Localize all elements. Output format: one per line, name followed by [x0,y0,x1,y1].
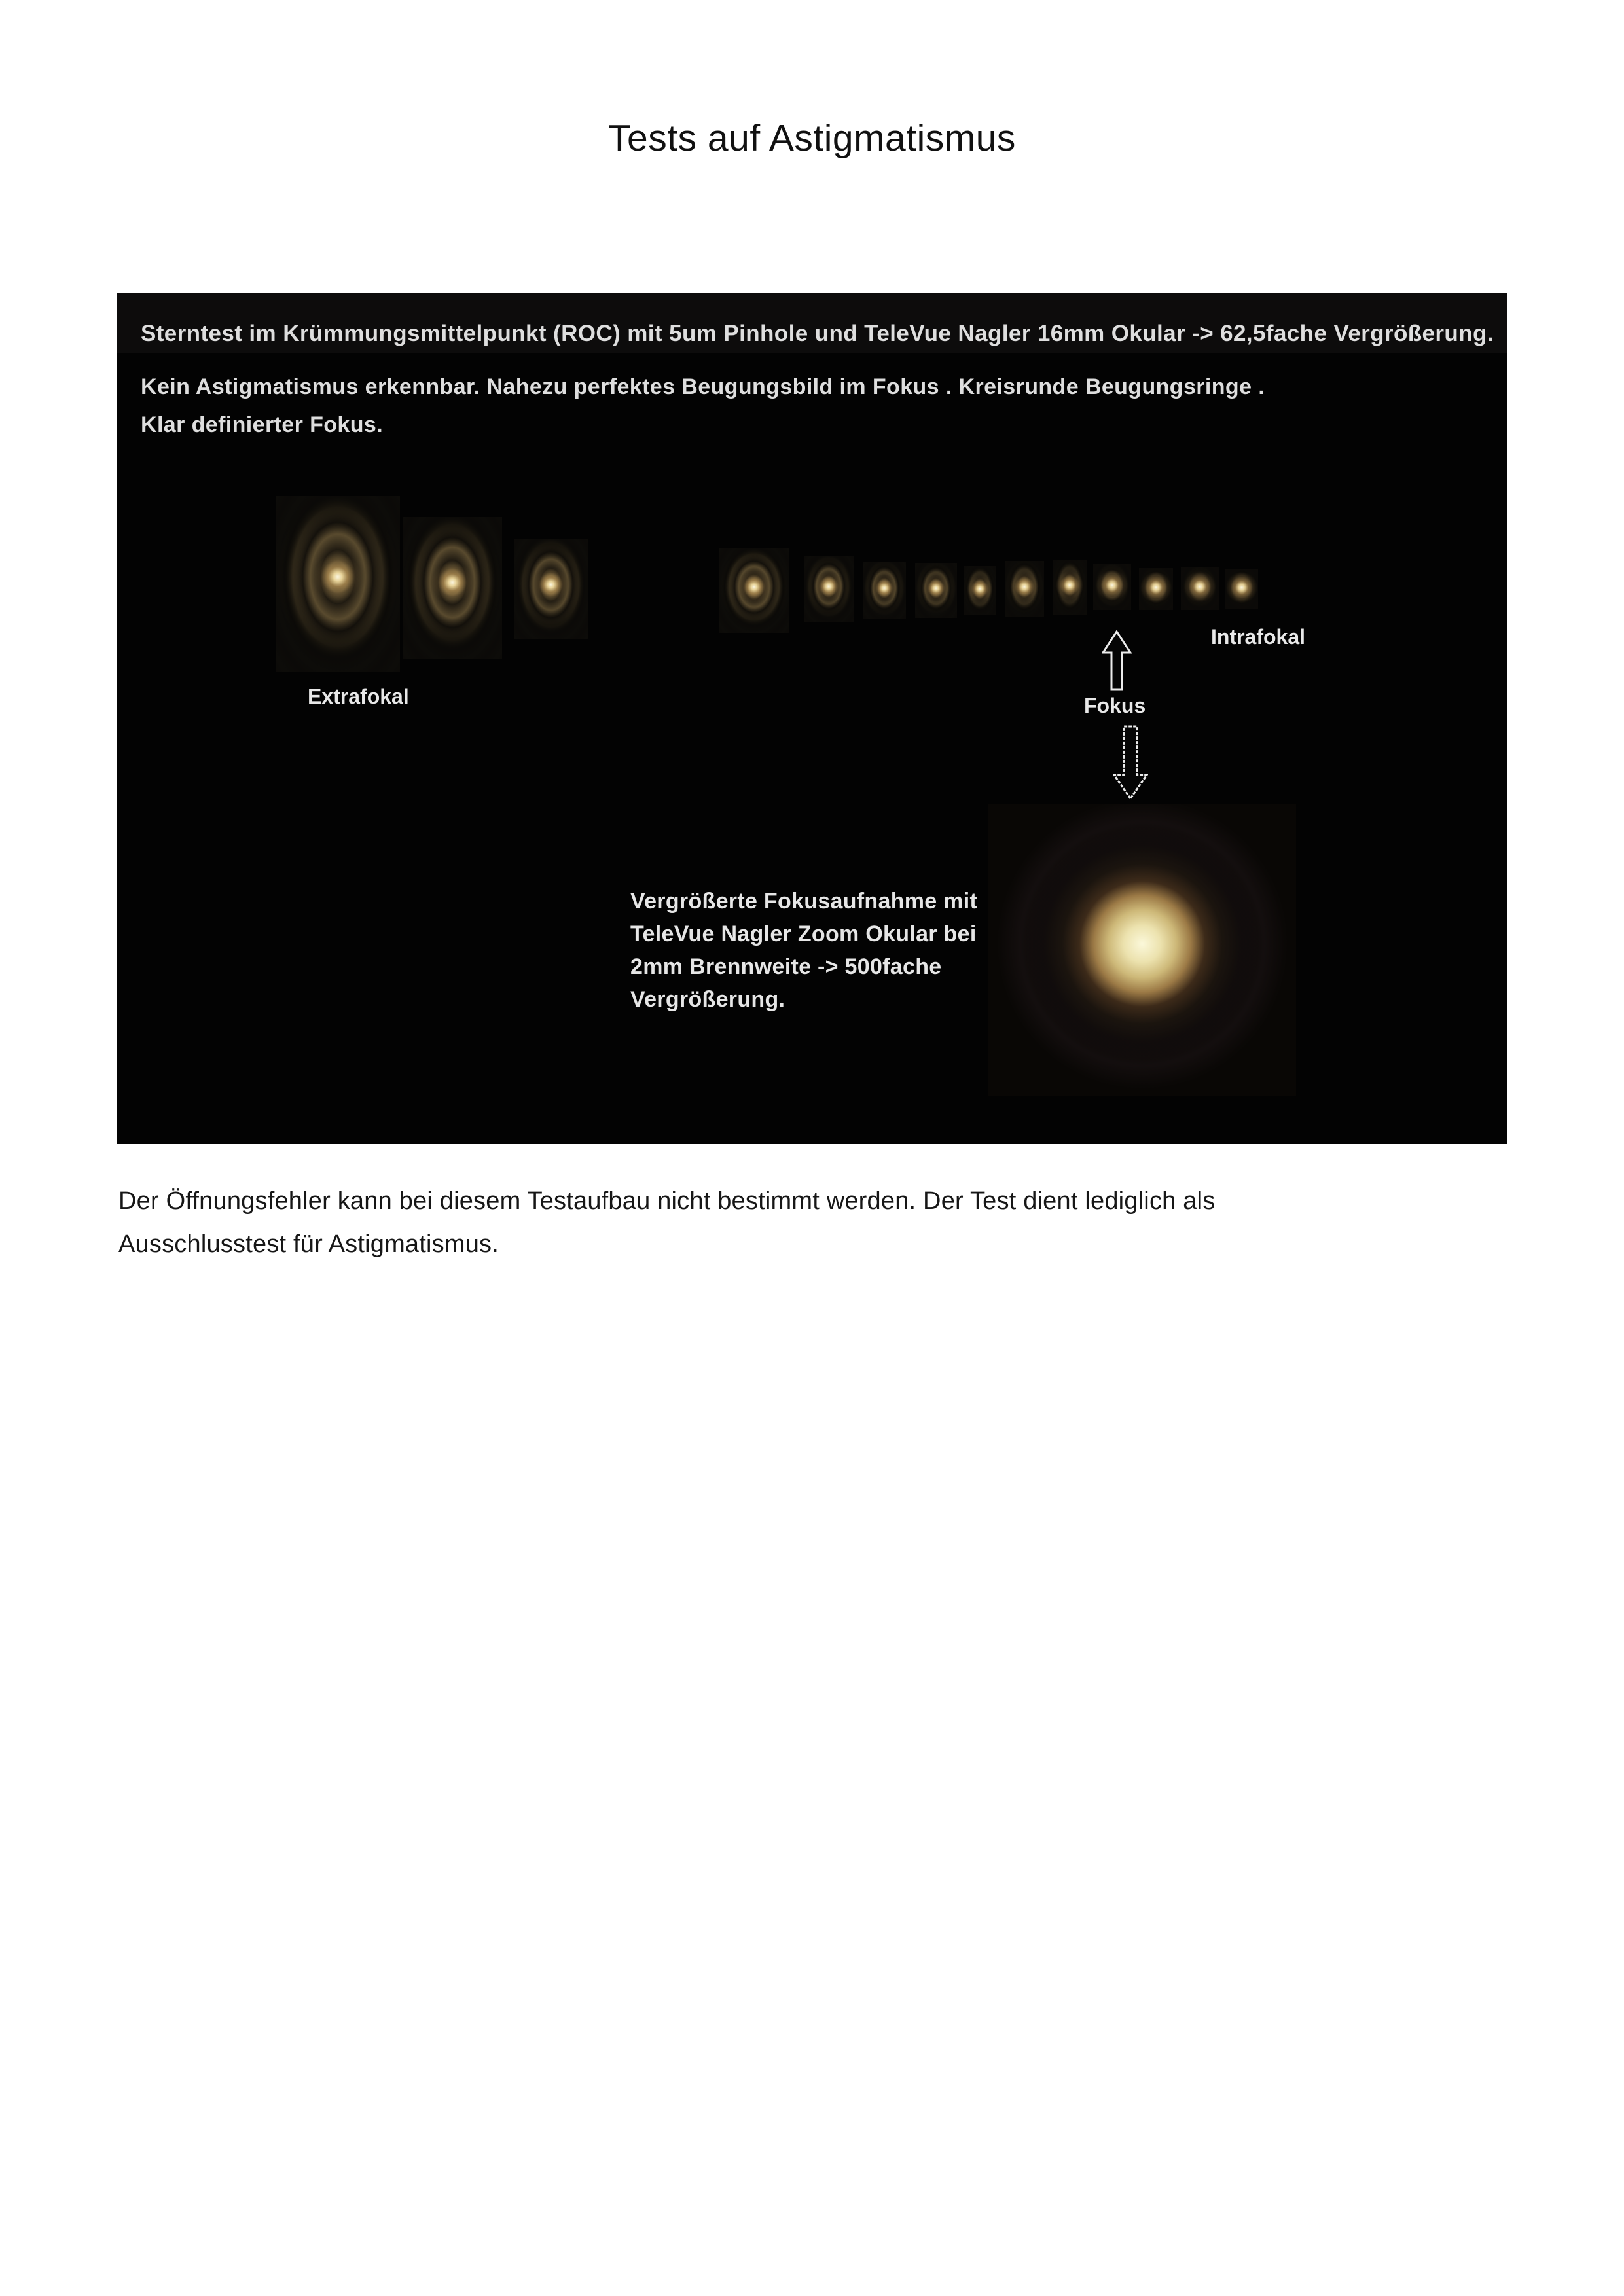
star-test-figure [117,293,1507,1144]
down-arrow-icon [1113,725,1148,800]
diffraction-pattern [863,562,906,619]
focus-caption [630,885,1049,1016]
figure-heading-line-1: Sterntest im Krümmungsmittelpunkt (ROC) mit 5um Pinhole und TeleVue Nagler 16mm Okular -> 62,5fache Vergrößerung. [141,321,1494,346]
focus-caption-line-2: TeleVue Nagler Zoom Okular bei [630,922,977,946]
diffraction-pattern [1053,560,1087,615]
diffraction-pattern [276,496,400,672]
focus-caption-line-3: 2mm Brennweite -> 500fache [630,954,942,979]
diffraction-pattern [719,548,789,633]
diffraction-pattern [964,566,996,615]
extrafokal-label: Extrafokal [308,685,409,708]
diffraction-pattern [403,517,502,659]
figure-heading-line-2: Kein Astigmatismus erkennbar. Nahezu perfektes Beugungsbild im Fokus . Kreisrunde Beugungsringe . [141,374,1265,399]
diffraction-pattern [915,563,957,618]
diffraction-pattern [1139,568,1173,610]
body-paragraph [118,1179,1401,1266]
body-paragraph-line-1: Der Öffnungsfehler kann bei diesem Testaufbau nicht bestimmt werden. Der Test dient lediglich als [118,1187,1216,1215]
body-paragraph-line-2: Ausschlusstest für Astigmatismus. [118,1230,499,1258]
page-title: Tests auf Astigmatismus [608,117,1016,159]
up-arrow-icon [1102,630,1132,691]
diffraction-pattern [1181,567,1219,610]
diffraction-pattern [1093,564,1131,610]
diffraction-pattern [1005,561,1044,617]
diffraction-pattern [1225,569,1258,609]
fokus-label: Fokus [1084,694,1146,717]
figure-heading-line-3: Klar definierter Fokus. [141,412,384,437]
diffraction-pattern [514,539,588,639]
diffraction-pattern [804,556,854,622]
intrafokal-label: Intrafokal [1211,625,1306,649]
focus-caption-line-4: Vergrößerung. [630,987,785,1012]
focus-caption-line-1: Vergrößerte Fokusaufnahme mit [630,889,978,914]
